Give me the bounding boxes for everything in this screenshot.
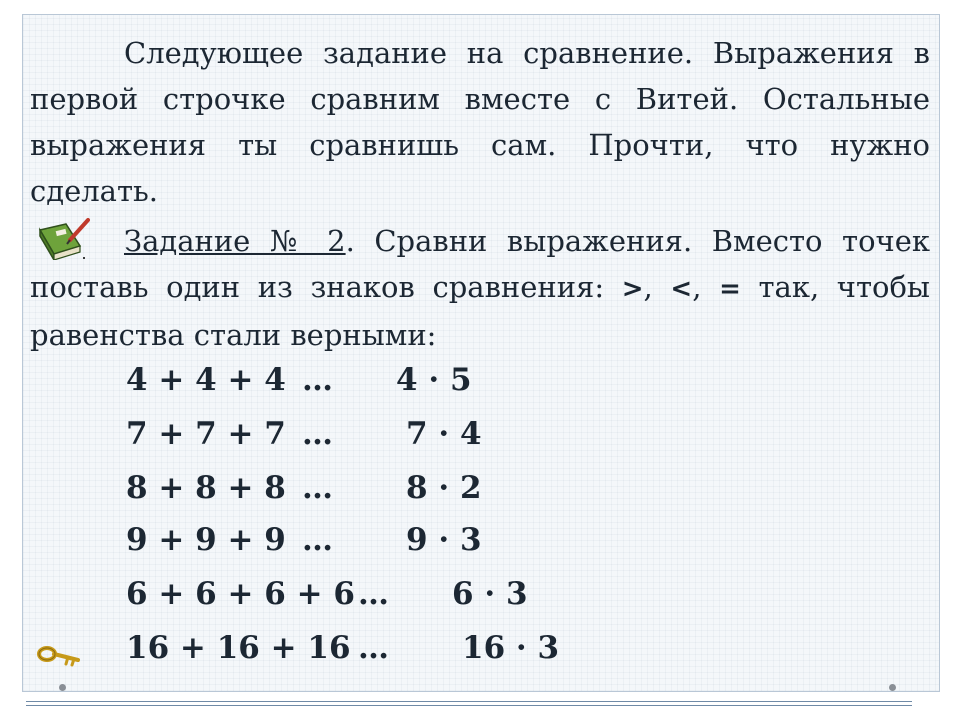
key-icon[interactable] bbox=[36, 640, 82, 668]
expression-left: 6 + 6 + 6 + 6 bbox=[126, 576, 355, 612]
intro-text: Следующее задание на сравнение. Выражения в первой строчке сравним вместе с Витей. Остальные выражения ты сравнишь сам. Прочти, что нужно сделать. bbox=[30, 36, 930, 208]
sign-less: < bbox=[670, 274, 693, 304]
expression-left: 8 + 8 + 8 bbox=[126, 470, 286, 506]
comparison-dots[interactable]: … bbox=[302, 522, 333, 558]
sign-separator: , bbox=[643, 270, 671, 304]
task-paragraph bbox=[30, 218, 930, 358]
expression-left: 16 + 16 + 16 bbox=[126, 630, 351, 666]
expression-right: 9 · 3 bbox=[406, 522, 482, 558]
expression-left: 9 + 9 + 9 bbox=[126, 522, 286, 558]
expression-right: 7 · 4 bbox=[406, 416, 482, 452]
sign-equal: = bbox=[719, 274, 741, 304]
footer-line bbox=[26, 705, 912, 706]
footer-line bbox=[26, 701, 912, 702]
task-heading: Задание № 2 bbox=[124, 224, 346, 258]
expression-left: 7 + 7 + 7 bbox=[126, 416, 286, 452]
expression-right: 16 · 3 bbox=[462, 630, 560, 666]
expression-right: 6 · 3 bbox=[452, 576, 528, 612]
frame-dot-left bbox=[59, 684, 66, 691]
sign-separator: , bbox=[692, 270, 720, 304]
task-text-after: так, чтобы равенства стали верными: bbox=[30, 270, 931, 352]
frame-dot-right bbox=[889, 684, 896, 691]
task-text-before: . Сравни выражения. Вместо точек поставь один из знаков сравнения: bbox=[30, 224, 930, 304]
expression-left: 4 + 4 + 4 bbox=[126, 362, 286, 398]
sign-greater: > bbox=[621, 274, 644, 304]
comparison-dots[interactable]: … bbox=[302, 470, 333, 506]
comparison-dots[interactable]: … bbox=[302, 416, 333, 452]
comparison-dots[interactable]: … bbox=[358, 630, 389, 666]
expression-right: 8 · 2 bbox=[406, 470, 482, 506]
expression-right: 4 · 5 bbox=[396, 362, 472, 398]
intro-paragraph bbox=[30, 30, 930, 214]
comparison-dots[interactable]: … bbox=[358, 576, 389, 612]
comparison-dots[interactable]: … bbox=[302, 362, 333, 398]
